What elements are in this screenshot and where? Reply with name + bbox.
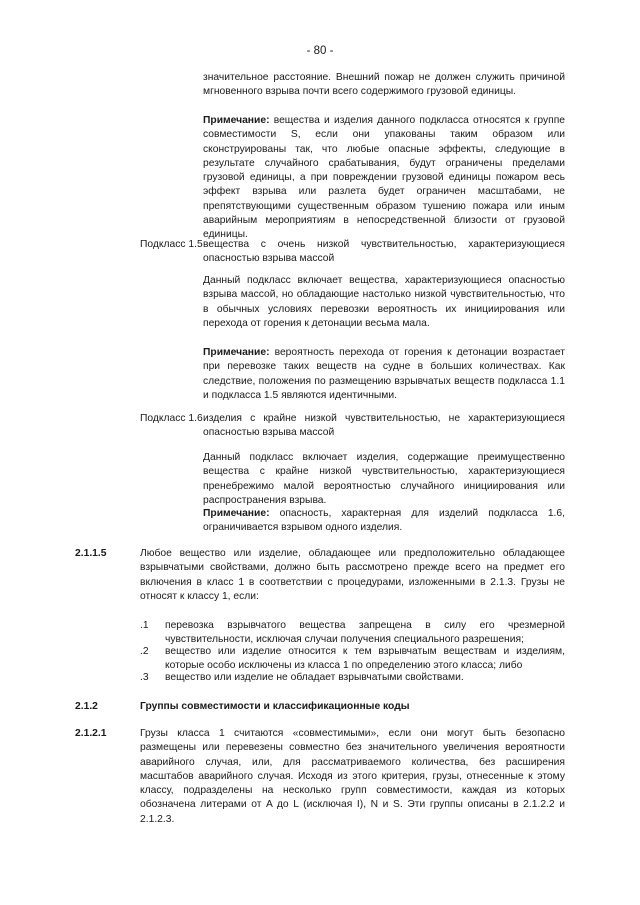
subclass-1-6-label: Подкласс 1.6 (140, 413, 203, 424)
section-2-1-2-number: 2.1.2 (75, 701, 98, 712)
note-text: вещества и изделия данного подкласса относятся к группе совместимости S, если они упакованы таким образом или сконструированы так, что любые опасные эффекты, следующие в результате случайного срабатывания, будут ограничены пределами грузовой единицы, а при повреждении грузовой единицы пожаром весь эффект взрыва или разлета будет ограничен масштабами, не препятствующими существенным образом тушению пожара или иным аварийным мероприятиям в непосредственной близости от грузовой единицы. (203, 115, 565, 241)
note-label: Примечание: (203, 115, 270, 126)
section-2-1-2-1-number: 2.1.2.1 (75, 728, 107, 739)
subclass-1-5-label: Подкласс 1.5 (140, 239, 203, 250)
subclass-1-5-title: вещества с очень низкой чувствительностью, характеризующиеся опасностью взрыва массой (203, 239, 565, 265)
list-item-text: вещество или изделие относится к тем взрывчатым веществам и изделиям, которые особо исключены из класса 1 по определению этого класса; либо (165, 646, 565, 672)
note-subclass-1-4 (203, 114, 565, 243)
subclass-1-5-note (203, 346, 565, 403)
section-2-1-2-1-text: Грузы класса 1 считаются «совместимыми», если они могут быть безопасно размещены или перевезены совместно без значительного увеличения вероятности аварийного случая, или, для рассматриваемого количества, без расширения масштабов аварийного случая. Исходя из этого критерия, грузы, отнесенные к этому классу, подразделены на несколько групп совместимости, каждая из которых обозначена литерами от A до L (исключая I), N и S. Эти группы описаны в 2.1.2.2 и 2.1.2.3. (140, 728, 565, 825)
list-item-text: перевозка взрывчатого вещества запрещена в силу его чрезмерной чувствительности, исключая случаи получения специального разрешения; (165, 620, 565, 646)
section-2-1-2-heading: Группы совместимости и классификационные коды (140, 701, 410, 712)
list-item-number: .2 (140, 646, 149, 657)
note-text: вероятность перехода от горения к детонации возрастает при перевозке таких веществ на судне в больших количествах. Как следствие, положения по размещению взрывчатых веществ подкласса 1.1 и подкласса 1.5 являются идентичными. (203, 347, 565, 401)
page-number: - 80 - (306, 45, 334, 57)
subclass-1-6-note (203, 507, 565, 536)
list-item-number: .3 (140, 672, 149, 683)
note-label: Примечание: (203, 508, 270, 519)
subclass-1-6-description: Данный подкласс включает изделия, содержащие преимущественно вещества с крайне низкой чувствительностью, характеризующиеся пренебрежимо малой вероятностью случайного инициирования или распространения взрыва. (203, 452, 565, 506)
list-item-text: вещество или изделие не обладает взрывчатыми свойствами. (165, 672, 464, 683)
continued-paragraph: значительное расстояние. Внешний пожар не должен служить причиной мгновенного взрыва почти всего содержимого грузовой единицы. (203, 72, 565, 98)
section-2-1-1-5-text: Любое вещество или изделие, обладающее или предположительно обладающее взрывчатыми свойствами, должно быть рассмотрено прежде всего на предмет его включения в класс 1 в соответствии с процедурами, изложенными в 2.1.3. Грузы не относят к классу 1, если: (140, 548, 565, 602)
list-item-number: .1 (140, 620, 149, 631)
subclass-1-6-title: изделия с крайне низкой чувствительностью, не характеризующиеся опасностью взрыва массой (203, 413, 565, 439)
note-label: Примечание: (203, 347, 270, 358)
note-text: опасность, характерная для изделий подкласса 1.6, ограничивается взрывом одного изделия. (203, 508, 565, 534)
subclass-1-5-description: Данный подкласс включает вещества, характеризующиеся опасностью взрыва массой, но обладающие настолько низкой чувствительностью, что в обычных условиях перевозки вероятность их инициирования или перехода от горения к детонации весьма мала. (203, 275, 565, 329)
section-2-1-1-5-number: 2.1.1.5 (75, 548, 107, 559)
